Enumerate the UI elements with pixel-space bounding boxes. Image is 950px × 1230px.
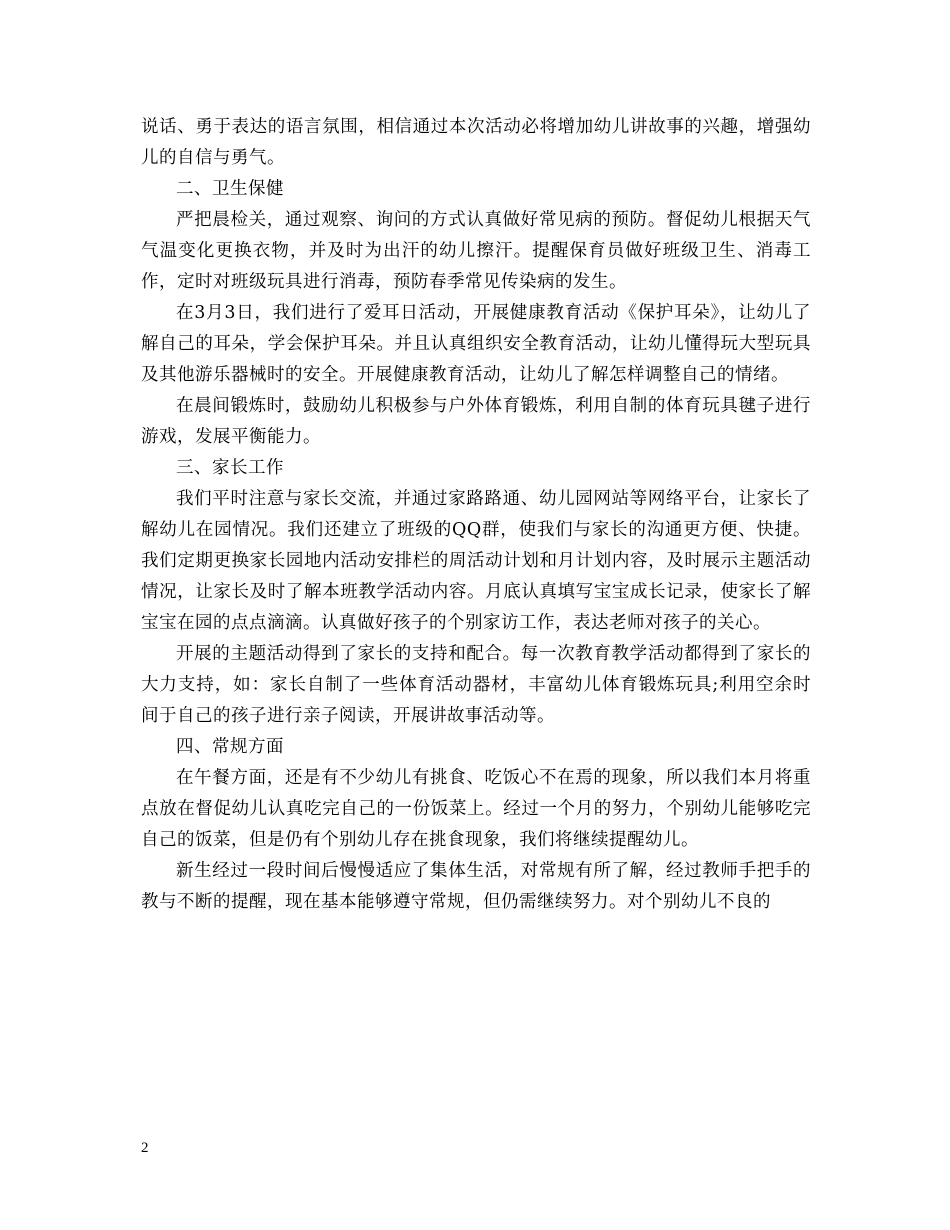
document-body xyxy=(141,112,811,918)
paragraph-morning-exercise: 在晨间锻炼时，鼓励幼儿积极参与户外体育锻炼，利用自制的体育玩具毽子进行游戏，发展平衡能力。 xyxy=(141,396,811,447)
paragraph-ear-day: 在3月3日，我们进行了爱耳日活动，开展健康教育活动《保护耳朵》，让幼儿了解自己的耳朵，学会保护耳朵。并且认真组织安全教育活动，让幼儿懂得玩大型玩具及其他游乐器械时的安全。开展健康教育活动，让幼儿了解怎样调整自己的情绪。 xyxy=(141,303,811,385)
section-heading-parents: 三、家长工作 xyxy=(176,458,284,478)
paragraph-lunch: 在午餐方面，还是有不少幼儿有挑食、吃饭心不在焉的现象，所以我们本月将重点放在督促幼儿认真吃完自己的一份饭菜上。经过一个月的努力，个别幼儿能够吃完自己的饭菜，但是仍有个别幼儿存在挑食现象，我们将继续提醒幼儿。 xyxy=(141,768,811,850)
paragraph-parent-support: 开展的主题活动得到了家长的支持和配合。每一次教育教学活动都得到了家长的大力支持，如：家长自制了一些体育活动器材，丰富幼儿体育锻炼玩具;利用空余时间于自己的孩子进行亲子阅读，开展讲故事活动等。 xyxy=(141,644,811,726)
section-heading-hygiene: 二、卫生保健 xyxy=(176,179,284,199)
paragraph-continued: 说话、勇于表达的语言氛围，相信通过本次活动必将增加幼儿讲故事的兴趣，增强幼儿的自信与勇气。 xyxy=(141,117,811,168)
section-heading-routine: 四、常规方面 xyxy=(176,737,284,757)
page-number: 2 xyxy=(141,1140,149,1156)
paragraph-morning-check: 严把晨检关，通过观察、询问的方式认真做好常见病的预防。督促幼儿根据天气气温变化更换衣物，并及时为出汗的幼儿擦汗。提醒保育员做好班级卫生、消毒工作，定时对班级玩具进行消毒，预防春季常见传染病的发生。 xyxy=(141,210,811,292)
paragraph-new-students: 新生经过一段时间后慢慢适应了集体生活，对常规有所了解，经过教师手把手的教与不断的提醒，现在基本能够遵守常规，但仍需继续努力。对个别幼儿不良的 xyxy=(141,861,811,912)
paragraph-parent-communication: 我们平时注意与家长交流，并通过家路路通、幼儿园网站等网络平台，让家长了解幼儿在园情况。我们还建立了班级的QQ群，使我们与家长的沟通更方便、快捷。我们定期更换家长园地内活动安排栏的周活动计划和月计划内容，及时展示主题活动情况，让家长及时了解本班教学活动内容。月底认真填写宝宝成长记录，使家长了解宝宝在园的点点滴滴。认真做好孩子的个别家访工作，表达老师对孩子的关心。 xyxy=(141,489,811,633)
